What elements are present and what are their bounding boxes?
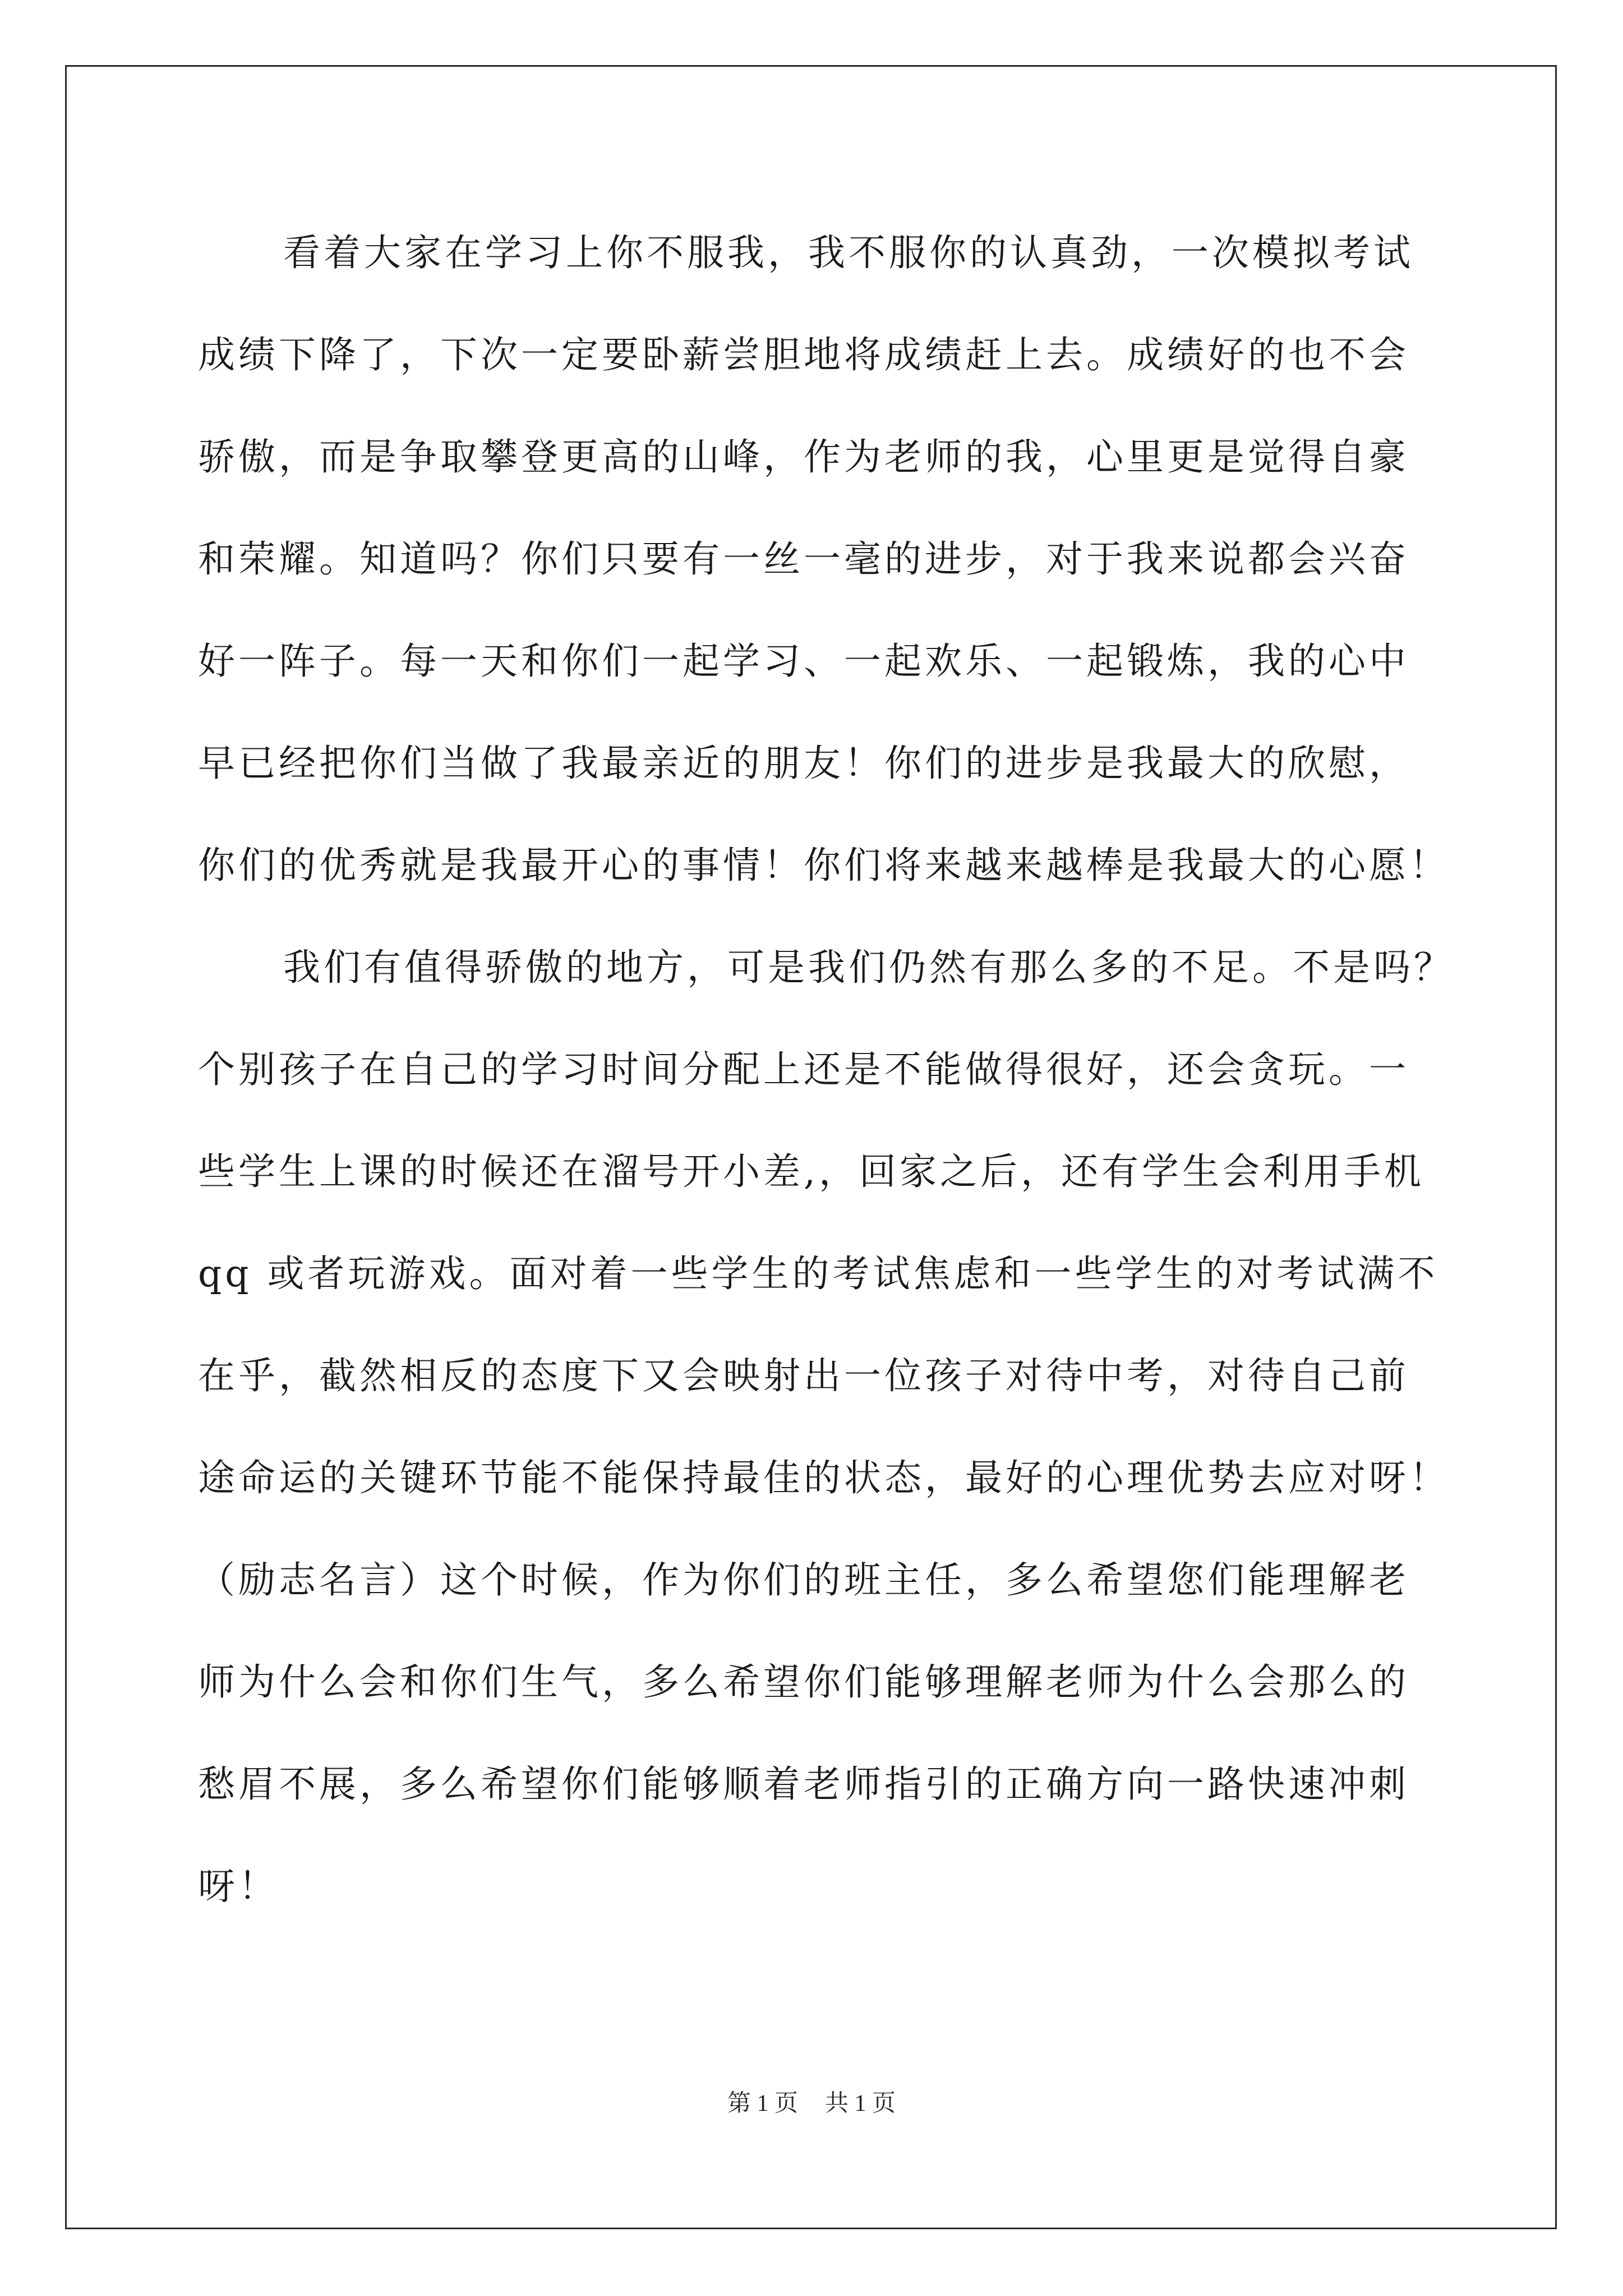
paragraph-2-line-1: 我们有值得骄傲的地方，可是我们仍然有那么多的不足。不是吗？ xyxy=(283,946,1454,989)
paragraph-2-line-9: 愁眉不展，多么希望你们能够顺着老师指引的正确方向一路快速冲刺 xyxy=(198,1763,1409,1806)
paragraph-1-line-2: 成绩下降了，下次一定要卧薪尝胆地将成绩赶上去。成绩好的也不会 xyxy=(198,333,1409,376)
paragraph-1-line-1: 看着大家在学习上你不服我，我不服你的认真劲，一次模拟考试 xyxy=(283,231,1414,274)
document-body xyxy=(198,220,1454,1955)
page-total: 共 1 页 xyxy=(825,2091,896,2116)
paragraph-2-line-5: 在乎，截然相反的态度下又会映射出一位孩子对待中考，对待自己前 xyxy=(198,1354,1409,1397)
paragraph-1-line-4: 和荣耀。知道吗？你们只要有一丝一毫的进步，对于我来说都会兴奋 xyxy=(198,537,1409,581)
paragraph-1-line-6: 早已经把你们当做了我最亲近的朋友！你们的进步是我最大的欣慰， xyxy=(198,742,1409,785)
paragraph-2-line-2: 个别孩子在自己的学习时间分配上还是不能做得很好，还会贪玩。一 xyxy=(198,1048,1409,1091)
paragraph-2-line-4: qq 或者玩游戏。面对着一些学生的考试焦虑和一些学生的对考试满不 xyxy=(198,1252,1438,1295)
paragraph-2-line-10: 呀！ xyxy=(198,1865,279,1908)
paragraph-2-line-7: （励志名言）这个时候，作为你们的班主任，多么希望您们能理解老 xyxy=(198,1558,1409,1602)
paragraph-1-line-7: 你们的优秀就是我最开心的事情！你们将来越来越棒是我最大的心愿！ xyxy=(198,844,1450,887)
paragraph-1-line-3: 骄傲，而是争取攀登更高的山峰，作为老师的我，心里更是觉得自豪 xyxy=(198,435,1409,478)
page-footer xyxy=(0,2087,1623,2120)
paragraph-1-line-5: 好一阵子。每一天和你们一起学习、一起欢乐、一起锻炼，我的心中 xyxy=(198,639,1409,683)
paragraph-2-line-6: 途命运的关键环节能不能保持最佳的状态，最好的心理优势去应对呀！ xyxy=(198,1456,1450,1499)
page-number: 第 1 页 xyxy=(727,2091,798,2116)
paragraph-2-line-8: 师为什么会和你们生气，多么希望你们能够理解老师为什么会那么的 xyxy=(198,1660,1409,1704)
paragraph-2-line-3: 些学生上课的时候还在溜号开小差,，回家之后，还有学生会利用手机 xyxy=(198,1150,1424,1193)
